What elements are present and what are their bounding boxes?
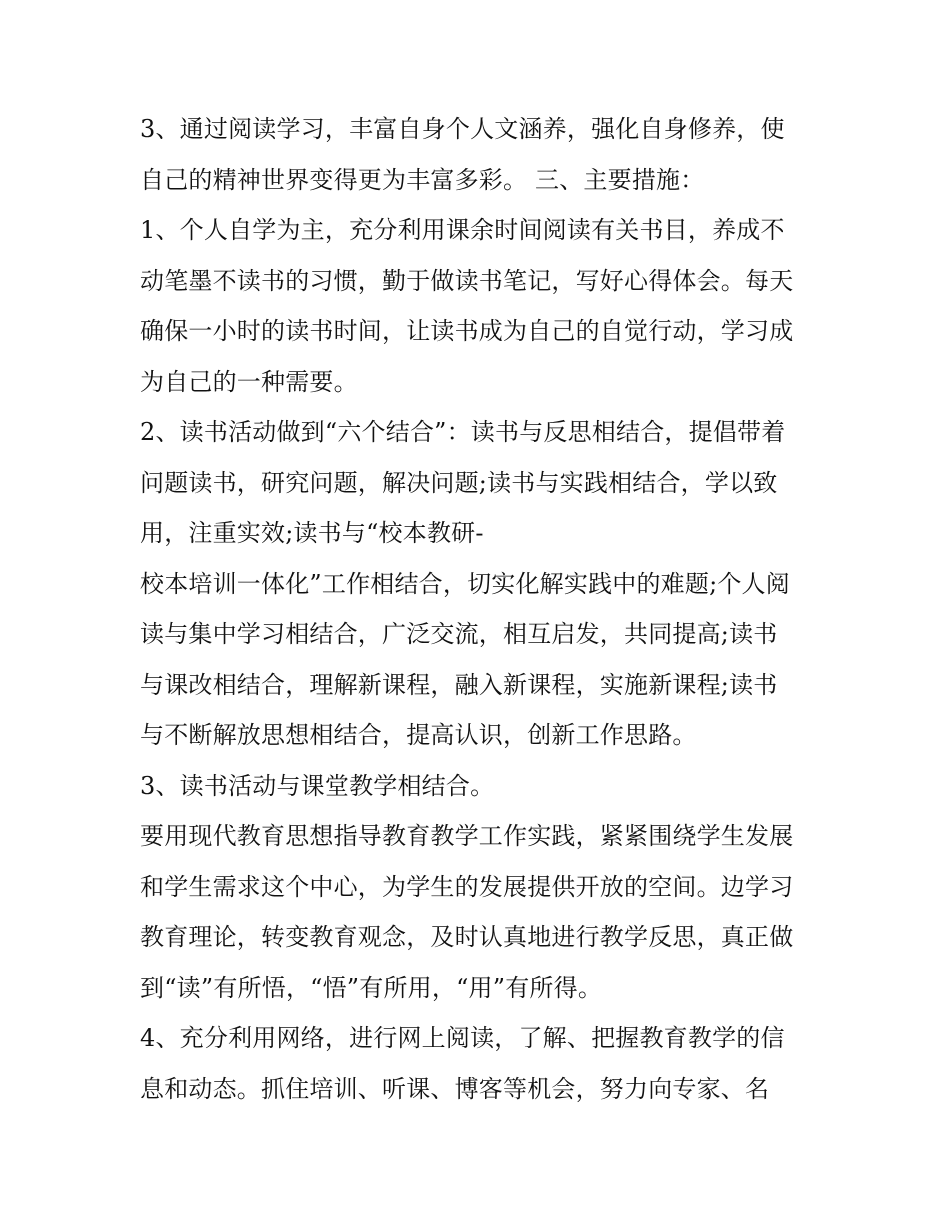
text-line: 校本培训一体化”工作相结合，切实化解实践中的难题;个人阅 (140, 569, 790, 598)
text-line: 为自己的一种需要。 (140, 367, 358, 396)
text-line: 3、通过阅读学习，丰富自身个人文涵养，强化自身修养，使 (140, 115, 785, 143)
text-line: 读与集中学习相结合，广泛交流，相互启发，共同提高;读书 (140, 620, 778, 648)
text-line: 要用现代教育思想指导教育教学工作实践，紧紧围绕学生发展 (140, 822, 794, 850)
text-line: 用，注重实效;读书与“校本教研- (140, 519, 484, 547)
text-line: 与不断解放思想相结合，提高认识，创新工作思路。 (140, 721, 697, 749)
text-line: 教育理论，转变教育观念，及时认真地进行教学反思，真正做 (140, 923, 794, 951)
text-line: 到“读”有所悟，“悟”有所用，“用”有所得。 (140, 973, 603, 1002)
text-line: 3、读书活动与课堂教学相结合。 (140, 771, 495, 800)
text-line: 与课改相结合，理解新课程，融入新课程，实施新课程;读书 (140, 670, 778, 699)
text-line: 2、读书活动做到“六个结合”：读书与反思相结合，提倡带着 (140, 418, 786, 446)
text-line: 动笔墨不读书的习惯，勤于做读书笔记，写好心得体会。每天 (140, 266, 794, 295)
text-line: 确保一小时的读书时间，让读书成为自己的自觉行动，学习成 (140, 317, 794, 345)
text-line: 和学生需求这个中心，为学生的发展提供开放的空间。边学习 (140, 872, 794, 901)
document-body (140, 104, 820, 1114)
text-line: 4、充分利用网络，进行网上阅读，了解、把握教育教学的信 (140, 1024, 785, 1052)
text-line: 问题读书，研究问题，解决问题;读书与实践相结合，学以致 (140, 468, 778, 497)
text-line: 1、个人自学为主，充分利用课余时间阅读有关书目，养成不 (140, 216, 785, 244)
text-line: 息和动态。抓住培训、听课、博客等机会，努力向专家、名 (140, 1074, 770, 1103)
text-line: 自己的精神世界变得更为丰富多彩。 三、主要措施： (140, 165, 705, 194)
